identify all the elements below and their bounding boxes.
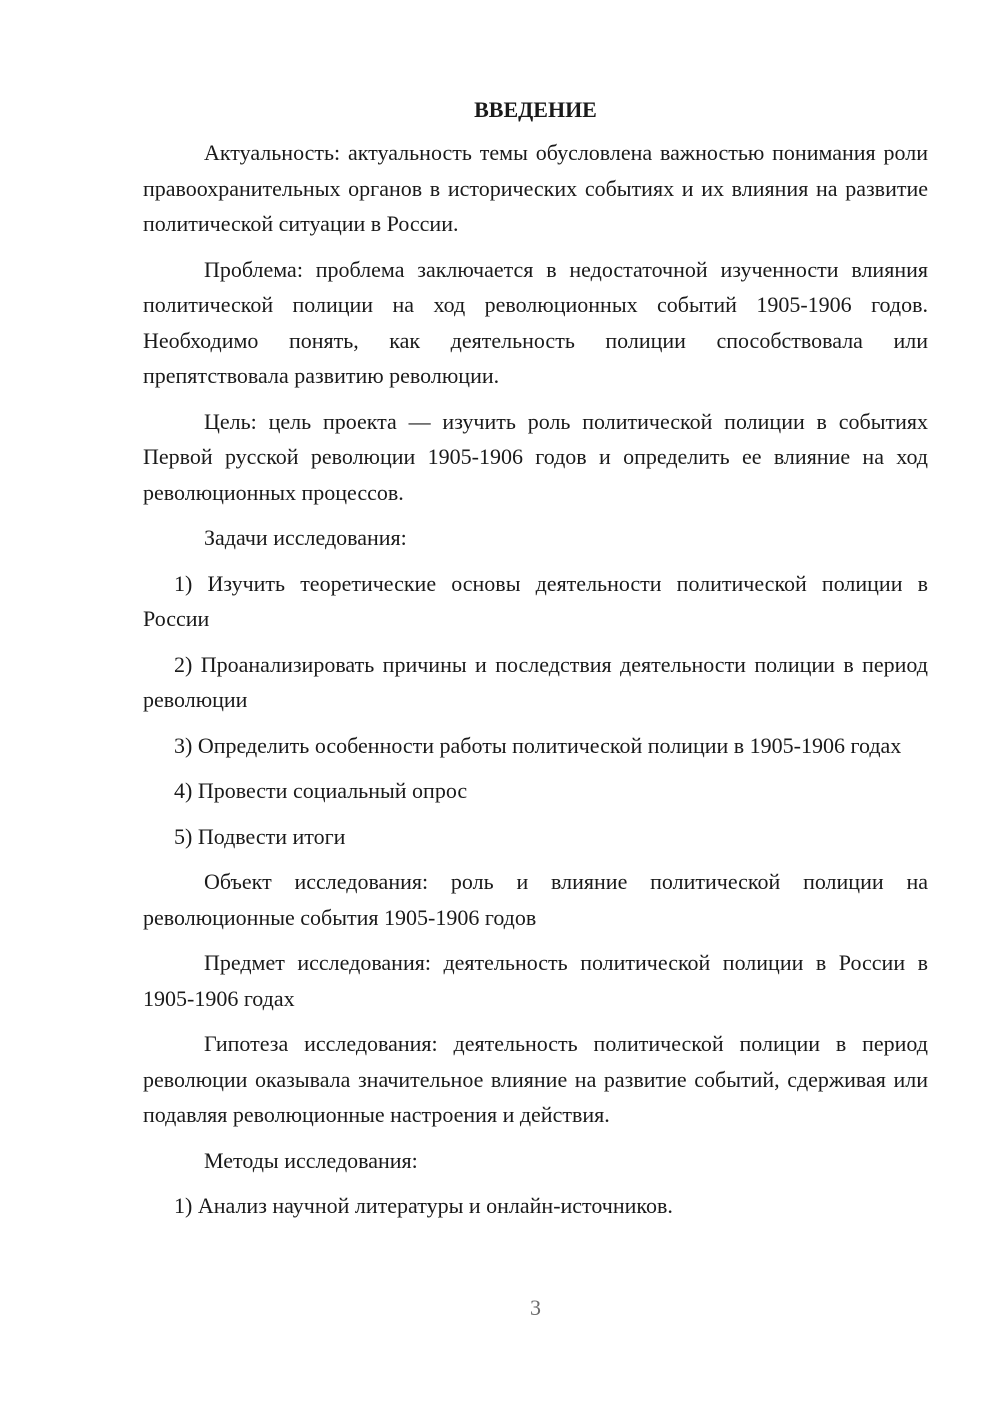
page-number: 3 (530, 1295, 541, 1320)
task-item-4: 4) Провести социальный опрос (174, 778, 468, 803)
paragraph-relevance: Актуальность: актуальность темы обусловлена важностью понимания роли правоохранительных органов в исторических событиях и их влияния на развитие политической ситуации в России. (143, 140, 928, 236)
task-item-2: 2) Проанализировать причины и последствия деятельности полиции в период революции (143, 651, 928, 712)
task-item-5: 5) Подвести итоги (174, 823, 346, 849)
page-title: ВВЕДЕНИЕ (474, 97, 597, 122)
method-item-1: 1) Анализ научной литературы и онлайн-источников. (174, 1193, 673, 1218)
paragraph-problem: Проблема: проблема заключается в недостаточной изученности влияния политической полиции на ход революционных событий 1905-1906 годов. Необходимо понять, как деятельность полиции способствовала или препятствовала развитию революции. (143, 256, 928, 388)
task-item-1: 1) Изучить теоретические основы деятельности политической полиции в России (143, 570, 928, 631)
paragraph-tasks-heading: Задачи исследования: (204, 525, 407, 550)
paragraph-subject: Предмет исследования: деятельность политической полиции в России в 1905-1906 годах (143, 950, 928, 1011)
paragraph-goal: Цель: цель проекта — изучить роль политической полиции в событиях Первой русской революции 1905-1906 годов и определить ее влияние на ход революционных процессов. (143, 408, 928, 505)
document-page (143, 92, 928, 1234)
task-item-3: 3) Определить особенности работы политической полиции в 1905-1906 годах (174, 732, 902, 758)
paragraph-hypothesis: Гипотеза исследования: деятельность политической полиции в период революции оказывала значительное влияние на развитие событий, сдерживая или подавляя революционные настроения и действия. (143, 1031, 928, 1127)
paragraph-object: Объект исследования: роль и влияние политической полиции на революционные события 1905-1906 годов (143, 869, 928, 930)
paragraph-methods-heading: Методы исследования: (204, 1147, 418, 1173)
